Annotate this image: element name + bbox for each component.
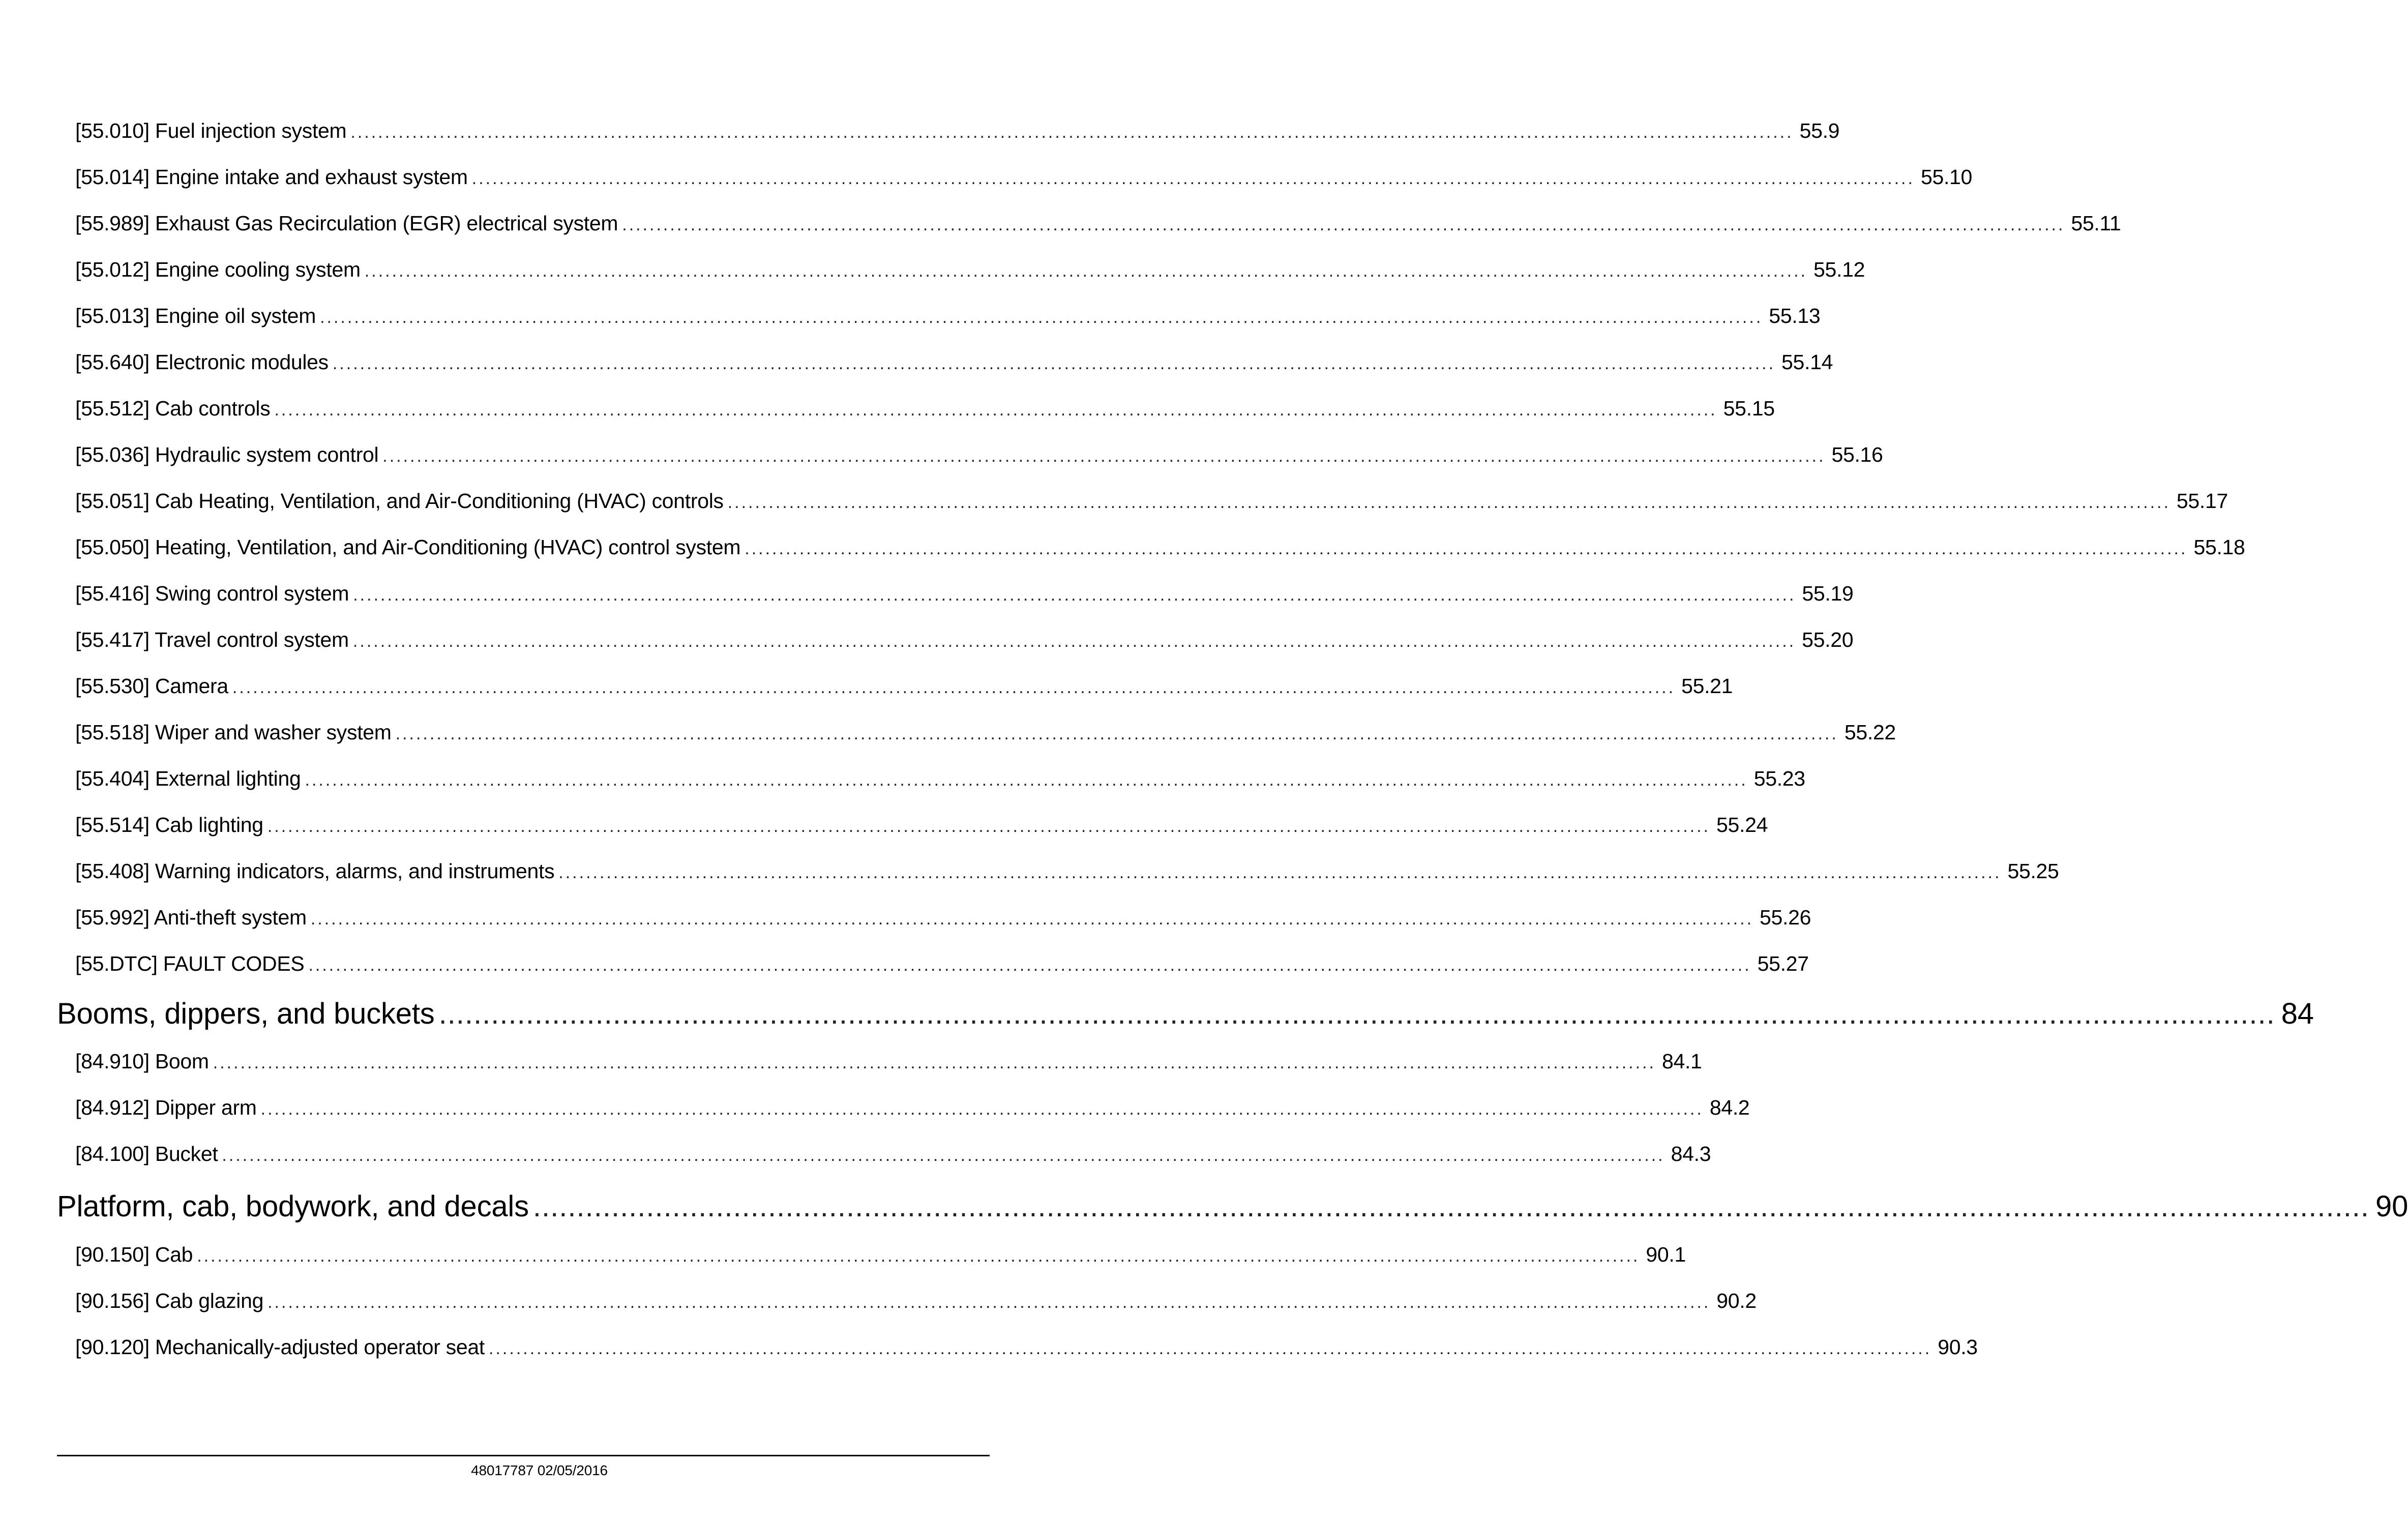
- toc-entry-engine-oil[interactable]: [75, 304, 1821, 328]
- toc-entry-external-lighting[interactable]: [75, 767, 1805, 791]
- toc-entry-swing-control[interactable]: [75, 582, 1854, 606]
- dot-leader: ...................................................................................................................................................................................................................: [267, 1293, 1711, 1312]
- toc-entry-dipper-arm[interactable]: [75, 1096, 1750, 1120]
- dot-leader: ...................................................................................................................................................................................................................: [489, 1339, 1932, 1358]
- toc-entry-title: [55.530] Camera: [75, 674, 228, 698]
- toc-entry-bucket[interactable]: [75, 1142, 1711, 1166]
- dot-leader: ...................................................................................................................................................................................................................: [310, 909, 1754, 929]
- toc-entry-title: [55.013] Engine oil system: [75, 304, 316, 327]
- toc-entry-title: [84.910] Boom: [75, 1050, 209, 1073]
- toc-entry-title: [55.416] Swing control system: [75, 582, 349, 605]
- toc-entry-page: 55.24: [1716, 813, 1768, 836]
- toc-entry-page: 55.10: [1920, 165, 1973, 189]
- dot-leader: ...................................................................................................................................................................................................................: [622, 215, 2065, 234]
- toc-entry-title: [55.050] Heating, Ventilation, and Air-Conditioning (HVAC) control system: [75, 535, 741, 559]
- toc-entry-title: [55.514] Cab lighting: [75, 813, 263, 836]
- dot-leader: ...................................................................................................................................................................................................................: [305, 770, 1748, 790]
- toc-entry-page: 55.18: [2193, 535, 2245, 559]
- toc-section-booms-dippers-buckets[interactable]: [57, 997, 2314, 1031]
- dot-leader: ...................................................................................................................................................................................................................: [438, 997, 2275, 1030]
- toc-entry-cab-controls[interactable]: [75, 397, 1775, 421]
- toc-entry-wiper-washer[interactable]: [75, 721, 1896, 744]
- dot-leader: ...................................................................................................................................................................................................................: [352, 632, 1796, 651]
- toc-entry-hydraulic-system-control[interactable]: [75, 443, 1883, 467]
- toc-entry-title: [55.992] Anti-theft system: [75, 906, 307, 929]
- toc-entry-cab-glazing[interactable]: [75, 1289, 1757, 1313]
- dot-leader: ...................................................................................................................................................................................................................: [364, 261, 1807, 281]
- toc-entry-page: 55.22: [1844, 721, 1896, 744]
- toc-entry-fault-codes[interactable]: [75, 952, 1809, 976]
- dot-leader: ...................................................................................................................................................................................................................: [395, 724, 1838, 743]
- toc-entry-anti-theft[interactable]: [75, 906, 1811, 930]
- toc-section-page: 90: [2375, 1190, 2408, 1223]
- dot-leader: ...................................................................................................................................................................................................................: [350, 123, 1794, 142]
- toc-entry-hvac-control-system[interactable]: [75, 535, 2245, 559]
- toc-entry-title: [55.518] Wiper and washer system: [75, 721, 392, 744]
- dot-leader: ...................................................................................................................................................................................................................: [213, 1053, 1656, 1072]
- toc-entry-page: 90.1: [1646, 1243, 1686, 1266]
- dot-leader: ...................................................................................................................................................................................................................: [382, 446, 1826, 466]
- toc-entry-title: [55.014] Engine intake and exhaust system: [75, 165, 468, 189]
- toc-entry-page: 55.16: [1831, 443, 1883, 466]
- toc-entry-page: 55.12: [1813, 258, 1865, 281]
- toc-section-title: Platform, cab, bodywork, and decals: [57, 1190, 529, 1223]
- dot-leader: ...................................................................................................................................................................................................................: [745, 539, 2188, 558]
- toc-entry-title: [55.404] External lighting: [75, 767, 301, 790]
- footer-document-id: 48017787 02/05/2016: [471, 1462, 608, 1478]
- toc-section-title: Booms, dippers, and buckets: [57, 997, 435, 1030]
- toc-entry-title: [55.640] Electronic modules: [75, 350, 329, 374]
- dot-leader: ...................................................................................................................................................................................................................: [274, 400, 1717, 420]
- toc-entry-title: [84.912] Dipper arm: [75, 1096, 257, 1119]
- toc-entry-title: [55.989] Exhaust Gas Recirculation (EGR) electrical system: [75, 212, 618, 235]
- toc-entry-page: 55.21: [1681, 674, 1733, 698]
- toc-entry-page: 55.14: [1781, 350, 1833, 374]
- toc-section-platform-cab-bodywork[interactable]: [57, 1189, 2408, 1223]
- toc-entry-page: 55.19: [1802, 582, 1854, 605]
- toc-entry-page: 84.1: [1661, 1050, 1702, 1073]
- toc-entry-title: [84.100] Bucket: [75, 1142, 218, 1165]
- toc-entry-page: 84.2: [1709, 1096, 1750, 1119]
- toc-entry-boom[interactable]: [75, 1050, 1702, 1073]
- toc-entry-page: 55.20: [1802, 628, 1854, 651]
- toc-entry-page: 55.15: [1723, 397, 1775, 420]
- toc-section-page: 84: [2281, 997, 2314, 1030]
- toc-entry-page: 55.25: [2007, 859, 2059, 883]
- toc-entry-page: 90.2: [1716, 1289, 1757, 1312]
- toc-entry-warning-indicators[interactable]: [75, 859, 2059, 883]
- footer-divider: [57, 1455, 990, 1456]
- toc-entry-page: 90.3: [1938, 1335, 1978, 1359]
- toc-entry-cab-lighting[interactable]: [75, 813, 1768, 837]
- toc-entry-engine-cooling[interactable]: [75, 258, 1865, 282]
- dot-leader: ...................................................................................................................................................................................................................: [558, 863, 2002, 882]
- toc-entry-engine-intake-exhaust[interactable]: [75, 165, 1973, 189]
- toc-entry-electronic-modules[interactable]: [75, 350, 1833, 374]
- toc-entry-page: 55.13: [1769, 304, 1821, 327]
- toc-entry-title: [55.417] Travel control system: [75, 628, 349, 651]
- toc-entry-title: [55.512] Cab controls: [75, 397, 271, 420]
- toc-entry-page: 55.9: [1799, 119, 1840, 142]
- dot-leader: ...................................................................................................................................................................................................................: [267, 817, 1710, 836]
- dot-leader: ...................................................................................................................................................................................................................: [471, 169, 1915, 188]
- dot-leader: ...................................................................................................................................................................................................................: [532, 1190, 2370, 1223]
- dot-leader: ...................................................................................................................................................................................................................: [222, 1146, 1665, 1165]
- toc-entry-page: 84.3: [1671, 1142, 1711, 1165]
- toc-entry-cab-hvac-controls[interactable]: [75, 489, 2228, 513]
- toc-entry-page: 55.27: [1757, 952, 1809, 975]
- dot-leader: ...................................................................................................................................................................................................................: [320, 308, 1763, 327]
- toc-entry-title: [55.DTC] FAULT CODES: [75, 952, 305, 975]
- toc-entry-title: [55.408] Warning indicators, alarms, and instruments: [75, 859, 555, 883]
- toc-entry-page: 55.26: [1760, 906, 1811, 929]
- toc-entry-title: [55.012] Engine cooling system: [75, 258, 361, 281]
- toc-entry-title: [90.156] Cab glazing: [75, 1289, 264, 1312]
- dot-leader: ...................................................................................................................................................................................................................: [260, 1099, 1704, 1119]
- toc-entry-travel-control[interactable]: [75, 628, 1854, 652]
- toc-entry-egr-electrical[interactable]: [75, 212, 2121, 235]
- dot-leader: ...................................................................................................................................................................................................................: [308, 955, 1751, 975]
- toc-entry-title: [55.051] Cab Heating, Ventilation, and Air-Conditioning (HVAC) controls: [75, 489, 724, 513]
- toc-entry-title: [55.010] Fuel injection system: [75, 119, 347, 142]
- toc-entry-fuel-injection[interactable]: [75, 119, 1840, 143]
- toc-entry-page: 55.11: [2071, 212, 2121, 235]
- toc-entry-cab[interactable]: [75, 1243, 1686, 1267]
- dot-leader: ...................................................................................................................................................................................................................: [232, 678, 1676, 697]
- toc-entry-title: [55.036] Hydraulic system control: [75, 443, 379, 466]
- dot-leader: ...................................................................................................................................................................................................................: [727, 493, 2171, 512]
- dot-leader: ...................................................................................................................................................................................................................: [197, 1246, 1640, 1266]
- toc-entry-camera[interactable]: [75, 674, 1733, 698]
- toc-entry-operator-seat[interactable]: [75, 1335, 1978, 1359]
- dot-leader: ...................................................................................................................................................................................................................: [332, 354, 1776, 373]
- toc-entry-page: 55.23: [1753, 767, 1805, 790]
- toc-entry-page: 55.17: [2176, 489, 2228, 513]
- toc-entry-title: [90.120] Mechanically-adjusted operator seat: [75, 1335, 485, 1359]
- toc-entry-title: [90.150] Cab: [75, 1243, 193, 1266]
- dot-leader: ...................................................................................................................................................................................................................: [353, 585, 1796, 605]
